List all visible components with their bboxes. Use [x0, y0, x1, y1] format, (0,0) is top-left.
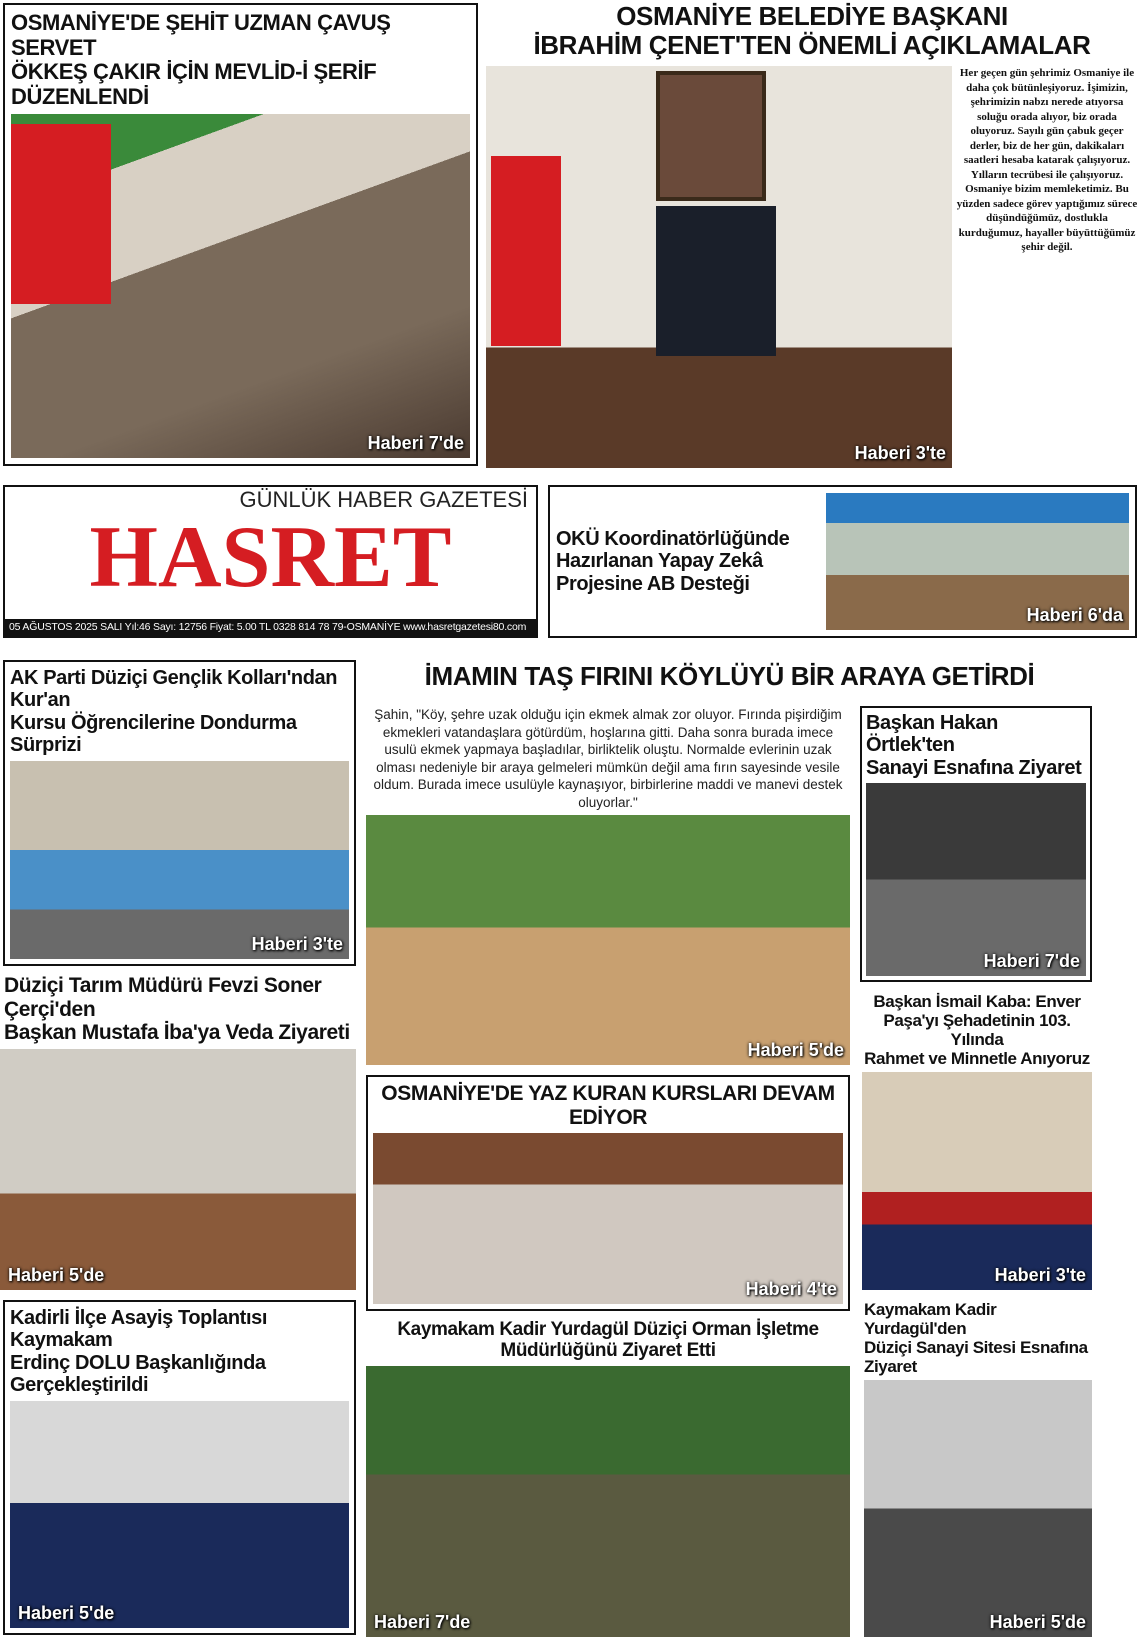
story-photo — [486, 66, 952, 468]
page-ref: Haberi 6'da — [1026, 605, 1123, 625]
headline: Erdinç DOLU Başkanlığında Gerçekleştirildi — [10, 1351, 266, 1397]
headline: Başkan Mustafa İba'ya Veda Ziyareti — [4, 1021, 350, 1045]
story-photo — [10, 761, 349, 959]
page-ref: Haberi 7'de — [367, 433, 464, 453]
headline: Düziçi Sanayi Sitesi Esnafına Ziyaret — [864, 1338, 1088, 1377]
quote-text: Her geçen gün şehrimiz Osmaniye ile daha çok bütünleşiyoruz. İşimizin, şehrimizin nabzı nerede atıyorsa soluğu orada alıyor, biz orada oluyoruz. Sayılı gün çabuk geçer derler, biz de her gün, dakikaları saatleri hesaba katarak çalışıyoruz. Yılların tecrübesi ile çalışıyoruz. Osmaniye bizim memleketimiz. Bu yüzden sadece görev yaptığımız sürece düşündüğümüz, dostlukla kurduğumuz, hayaller büyüttüğümüz şehir değil. — [956, 67, 1138, 254]
page-ref: Haberi 5'de — [18, 1603, 115, 1623]
issue-info-bar: 05 AĞUSTOS 2025 SALI Yıl:46 Sayı: 12756 Fiyat: 5.00 TL 0328 814 78 79-OSMANİYE www.hasretgazetesi80.com — [5, 619, 536, 636]
headline: Rahmet ve Minnetle Anıyoruz — [864, 1049, 1090, 1069]
story-photo — [826, 493, 1129, 630]
headline: Kadirli İlçe Asayiş Toplantısı Kaymakam — [10, 1307, 267, 1352]
page-ref: Haberi 3'te — [251, 934, 343, 954]
page-ref: Haberi 3'te — [854, 443, 946, 463]
main-story-photo[interactable] — [366, 815, 850, 1065]
page-ref: Haberi 4'te — [745, 1279, 837, 1299]
story-photo — [10, 1401, 349, 1628]
story-sanayi[interactable] — [864, 1300, 1092, 1637]
page-ref: Haberi 5'de — [8, 1265, 105, 1285]
headline: Sanayi Esnafına Ziyaret — [866, 756, 1082, 779]
headline: Projesine AB Desteği — [556, 572, 750, 595]
page-ref: Haberi 5'de — [989, 1612, 1086, 1632]
story-ortlek[interactable] — [860, 706, 1092, 982]
story-photo — [862, 1072, 1092, 1290]
masthead — [3, 485, 538, 638]
headline: Başkan Hakan Örtlek'ten — [866, 712, 998, 757]
page-ref: Haberi 7'de — [983, 951, 1080, 971]
story-photo — [866, 783, 1086, 976]
headline: Kaymakam Kadir Yurdagül Düziçi Orman İşletme Müdürlüğünü Ziyaret Etti — [397, 1319, 819, 1362]
headline: Kaymakam Kadir Yurdagül'den — [864, 1300, 997, 1339]
page-ref: Haberi 7'de — [374, 1612, 471, 1632]
story-photo[interactable] — [366, 1366, 850, 1637]
story-tarim[interactable] — [0, 974, 356, 1290]
headline: OSMANİYE'DE YAZ KURAN KURSLARI DEVAM EDİYOR — [381, 1082, 835, 1129]
story-kuran-kurslari[interactable] — [366, 1075, 850, 1311]
story-photo — [0, 1049, 356, 1290]
story-ak-parti[interactable] — [3, 660, 356, 966]
story-oku[interactable] — [548, 485, 1137, 638]
page-ref: Haberi 3'te — [994, 1265, 1086, 1285]
middle-column — [366, 706, 850, 1637]
masthead-subtitle: GÜNLÜK HABER GAZETESİ — [239, 487, 528, 512]
story-kaba[interactable] — [862, 992, 1092, 1290]
story-mayor[interactable] — [486, 2, 1138, 468]
headline: Düziçi Tarım Müdürü Fevzi Soner Çerçi'den — [4, 974, 322, 1021]
page-ref: Haberi 5'de — [747, 1040, 844, 1060]
story-photo — [373, 1133, 843, 1304]
story-photo — [864, 1380, 1092, 1637]
headline: OKÜ Koordinatörlüğünde — [556, 527, 790, 550]
headline: Kursu Öğrencilerine Dondurma Sürprizi — [10, 711, 297, 757]
main-headline: İMAMIN TAŞ FIRINI KÖYLÜYÜ BİR ARAYA GETİRDİ — [424, 661, 1035, 691]
headline: Başkan İsmail Kaba: Enver — [873, 992, 1081, 1011]
headline: AK Parti Düziçi Gençlik Kolları'ndan Kur'an — [10, 667, 338, 712]
headline: OSMANİYE'DE ŞEHİT UZMAN ÇAVUŞ SERVET — [11, 10, 391, 60]
main-story-text: Şahin, "Köy, şehre uzak olduğu için ekmek almak zor oluyor. Fırında pişirdiğim ekmekleri vatandaşlara götürdüm, hoşlarına gitti. Daha sonra burada imece usulü ekmek yapmaya başladılar, birliktelik oluştu. Normalde evlerinin uzak olması nedeniyle bir araya gelmeleri mümkün değil ama fırın sayesinde vesile oldum. Burada imece usulüyle kaynaşıyor, birbirlerine maddi ve manevi destek oluyorlar." — [373, 707, 843, 810]
headline: ÖKKEŞ ÇAKIR İÇİN MEVLİD-İ ŞERİF DÜZENLENDİ — [11, 59, 377, 109]
story-mevlid[interactable] — [3, 3, 478, 466]
story-photo — [11, 114, 470, 459]
headline: Hazırlanan Yapay Zekâ — [556, 550, 763, 573]
masthead-logo: HASRET — [89, 509, 452, 606]
headline: OSMANİYE BELEDİYE BAŞKANI — [616, 1, 1008, 31]
headline: İBRAHİM ÇENET'TEN ÖNEMLİ AÇIKLAMALAR — [533, 30, 1091, 61]
story-kadirli[interactable] — [3, 1300, 356, 1635]
headline: Paşa'yı Şehadetinin 103. Yılında — [883, 1011, 1071, 1050]
